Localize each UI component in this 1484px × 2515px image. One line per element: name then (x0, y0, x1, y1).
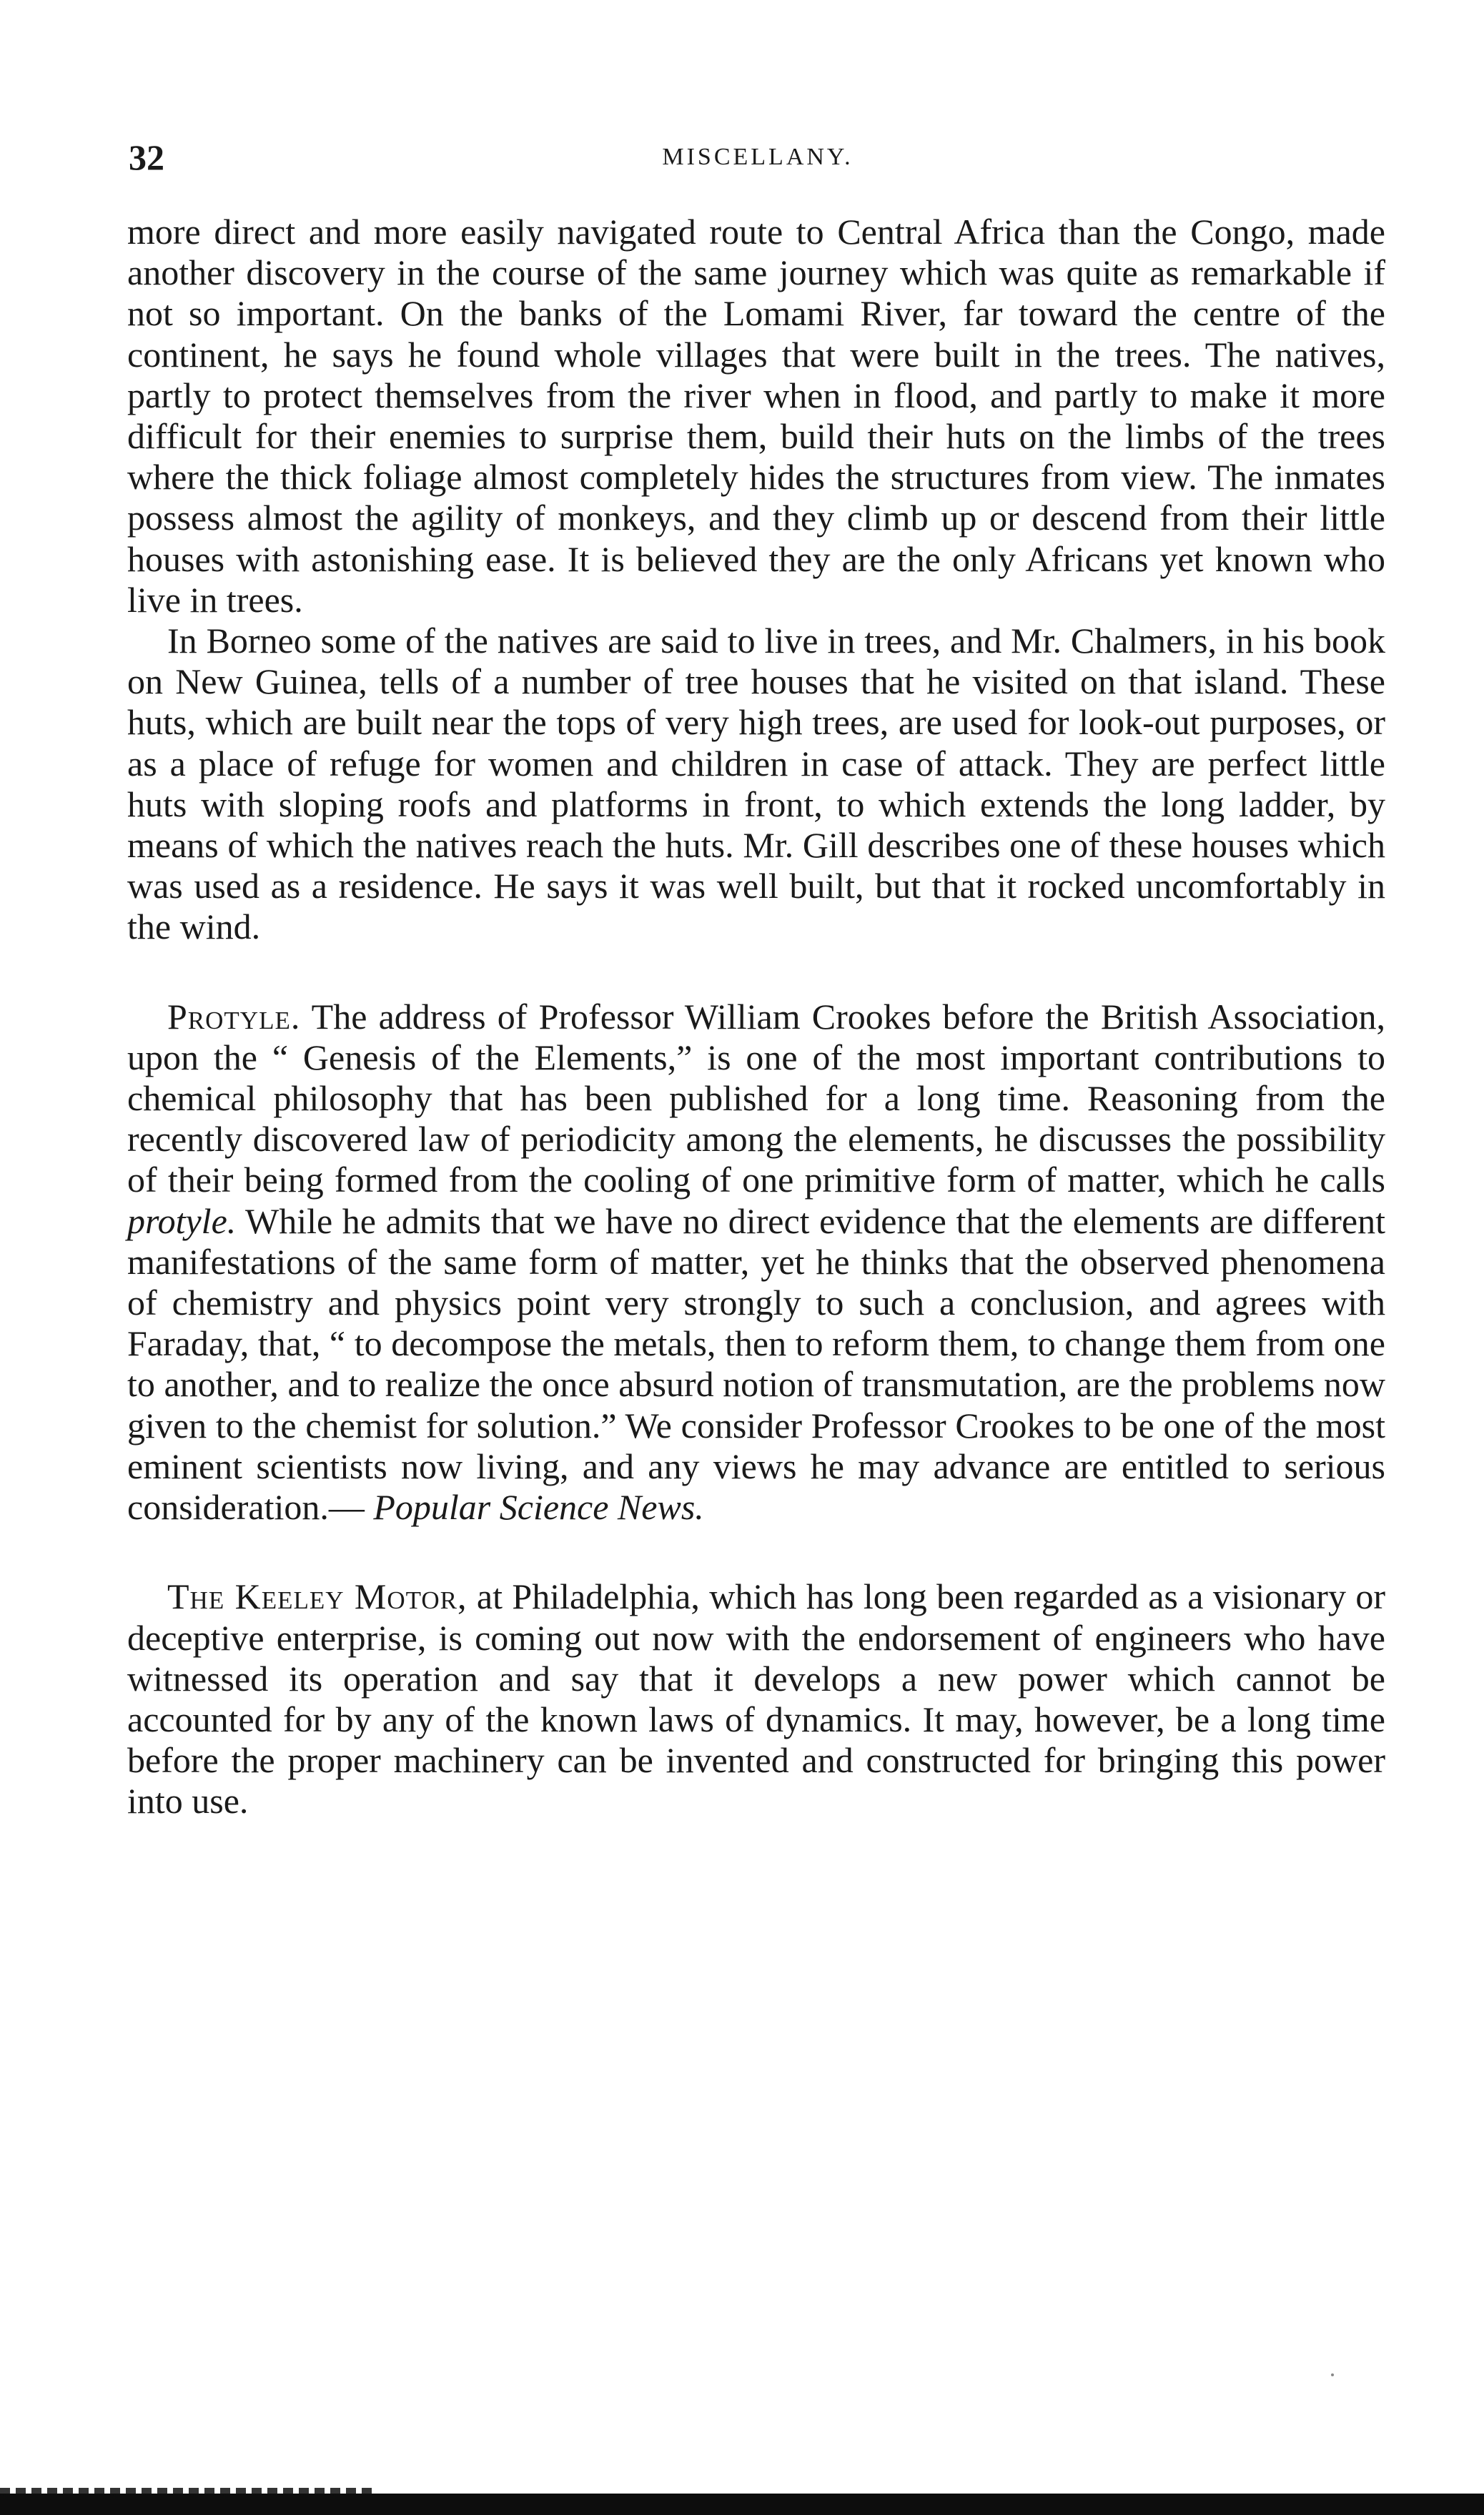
page-number: 32 (129, 137, 164, 177)
paragraph-tree-villages: more direct and more easily navigated route to Central Africa than the Congo, made another discovery in the course of the same journey which was quite as remarkable if not so important. On the banks of the Lomami River, far toward the centre of the continent, he says he found whole villages that were built in the trees. The natives, partly to protect themselves from the river when in flood, and partly to make it more difficult for their enemies to surprise them, build their huts on the limbs of the trees where the thick foliage almost completely hides the structures from view. The inmates possess almost the agility of monkeys, and they climb up or descend from their little houses with astonishing ease. It is believed they are the only Africans yet known who live in trees. (127, 212, 1385, 620)
protyle-text-b: While he admits that we have no direct evidence that the elements are different manifestations of the same form of matter, yet he thinks that the observed phenomena of chemistry and physics point very strongly to such a conclusion, and agrees with Faraday, that, “ to decompose the metals, then to reform them, to change them from one to another, and to realize the once absurd notion of transmutation, are the problems now given to the chemist for solution.” We consider Professor Crookes to be one of the most eminent scientists now living, and any views he may advance are entitled to serious consideration.— (127, 1200, 1385, 1528)
protyle-text-a: The address of Professor William Crookes before the British Association, upon the “ Genesis of the Elements,” is one of the most important contributions to chemical philosophy that has been published for a long time. Reasoning from the recently discovered law of periodicity among the elements, he discusses the possibility of their being formed from the cooling of one primitive form of matter, which he calls (127, 996, 1385, 1200)
protyle-heading: Protyle. (167, 996, 301, 1037)
protyle-term: protyle. (127, 1200, 237, 1241)
ink-speck (1331, 2373, 1334, 2376)
keeley-text: at Philadelphia, which has long been regarded as a visionary or deceptive enterprise, is coming out now with the endorsement of engineers who have witnessed its operation and say that it develops a new power which cannot be accounted for by any of the known laws of dynamics. It may, however, be a long time before the proper machinery can be invented and constructed for bringing this power into use. (127, 1576, 1386, 1822)
article-keeley-motor (127, 1576, 1385, 1822)
paragraph-tree-houses: In Borneo some of the natives are said to live in trees, and Mr. Chalmers, in his book on New Guinea, tells of a number of tree houses that he visited on that island. These huts, which are built near the tops of very high trees, are used for look-out purposes, or as a place of refuge for women and children in case of attack. They are perfect little huts with sloping roofs and platforms in front, to which extends the long ladder, by means of which the natives reach the huts. Mr. Gill describes one of these houses which was used as a residence. He says it was well built, but that it rocked uncomfortably in the wind. (127, 621, 1385, 947)
protyle-source: Popular Science News. (373, 1487, 704, 1528)
body-text (127, 212, 1385, 1822)
scan-edge-texture (0, 2488, 372, 2494)
scan-bottom-edge (0, 2494, 1484, 2515)
keeley-heading: The Keeley Motor, (167, 1576, 468, 1617)
running-head (129, 129, 1387, 186)
article-protyle (127, 997, 1385, 1528)
section-title: MISCELLANY. (662, 144, 854, 170)
